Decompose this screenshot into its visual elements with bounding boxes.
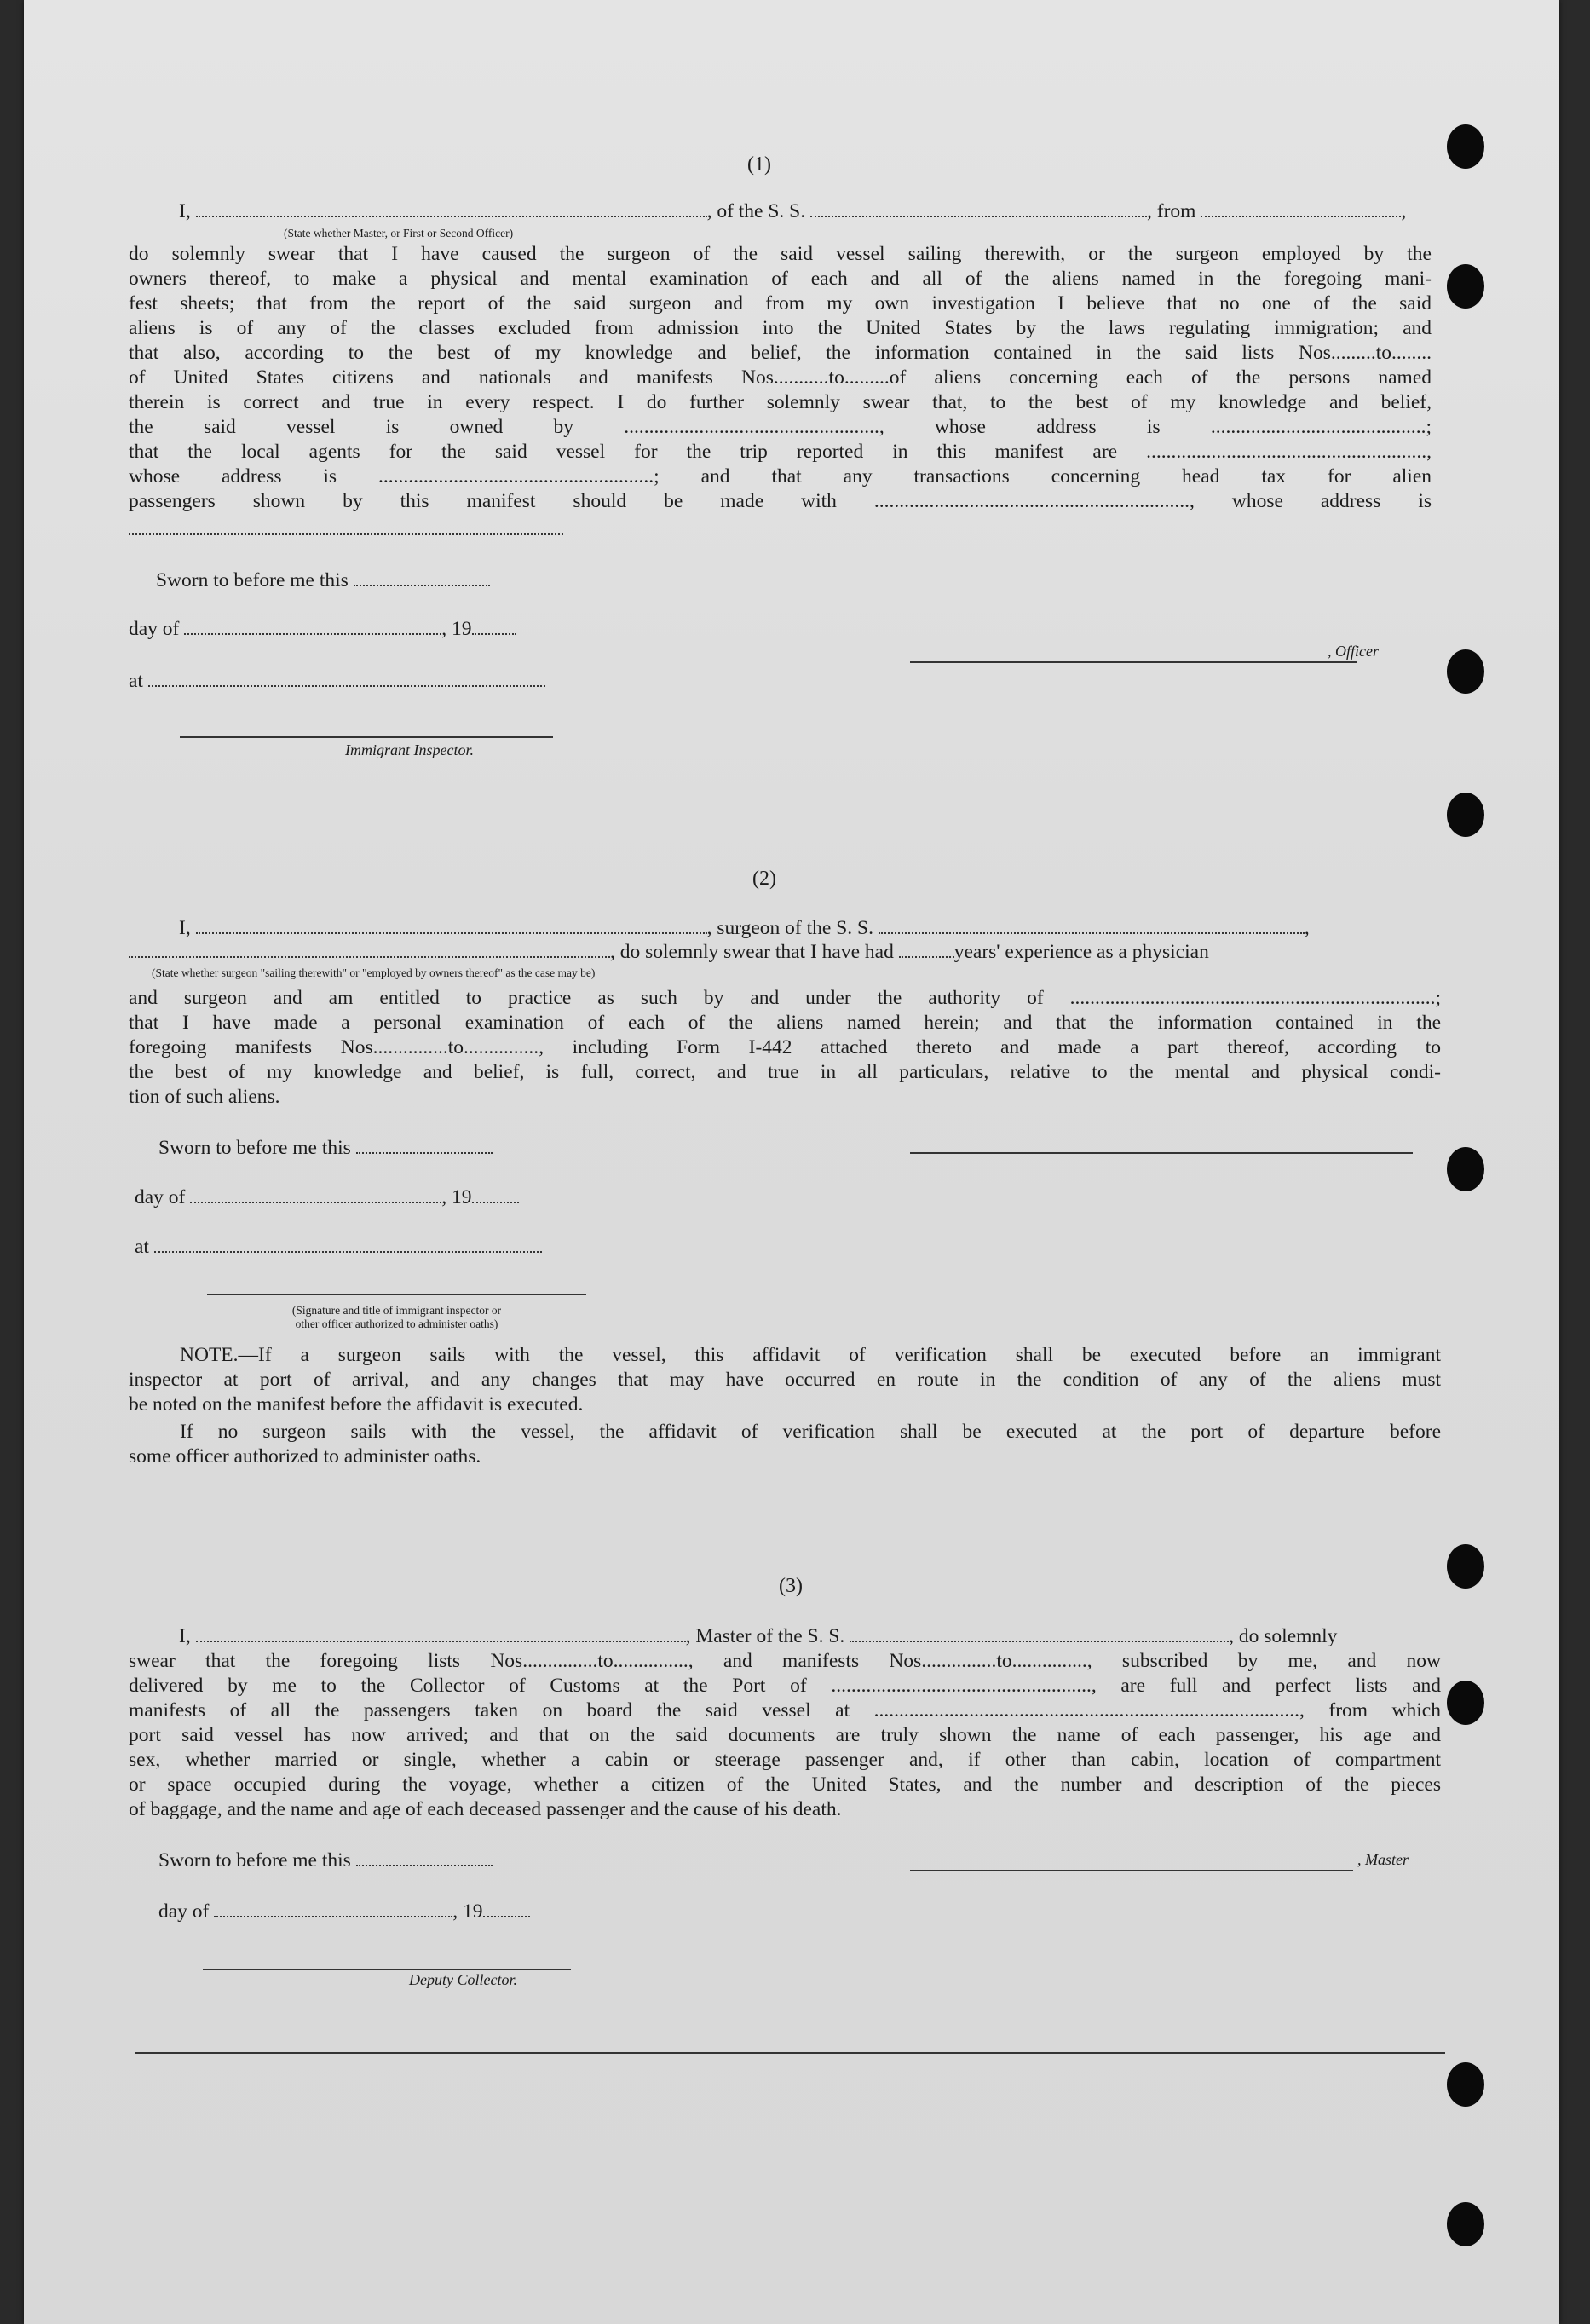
section-1-number: (1) [747,153,771,176]
punch-hole [1447,2202,1484,2246]
label-19: , 19 [452,1900,483,1923]
section-1-day-of [129,618,516,641]
section-2-para-line: and surgeon and am entitled to practice as such by and under the authority of .........................................................................; [129,987,1441,1009]
section-3-number: (3) [779,1575,803,1597]
section-1-para-line: the said vessel is owned by ..................................................., whose address is ...........................................; [129,416,1432,438]
address-line [129,533,563,535]
note-line [129,1344,1441,1367]
section-2-number: (2) [752,868,776,890]
note-label: NOTE. [180,1344,239,1366]
section-1-para-line: owners thereof, to make a physical and mental examination of each and all of the aliens named in the foregoing mani- [129,268,1432,290]
section-2-para-line: that I have made a personal examination of each of the aliens named herein; and that the information contained in the [129,1012,1441,1034]
section-3-para-line: or space occupied during the voyage, whether a citizen of the United States, and the number and description of the pieces [129,1773,1441,1796]
section-1-para-line: aliens is of any of the classes excluded from admission into the United States by the laws regulating immigration; and [129,317,1432,339]
note-line: inspector at port of arrival, and any changes that may have occurred en route in the condition of any of the aliens must [129,1369,1441,1391]
label-19: , 19 [441,1186,472,1208]
label-19: , 19 [441,618,472,640]
punch-hole [1447,1544,1484,1589]
note-2-text: If no surgeon sails with the vessel, the affidavit of verification shall be executed at the port of departure before [180,1421,1441,1443]
section-2-caption: (State whether surgeon "sailing therewith" or "employed by owners thereof" as the case may be) [152,966,596,979]
label-do-solemnly: , do solemnly [1229,1625,1338,1647]
punch-hole [1447,1681,1484,1725]
label-sworn: Sworn to before me this [158,1849,351,1871]
deputy-collector-label: Deputy Collector. [409,1971,517,1988]
section-1-para-line: passengers shown by this manifest should be made with ..............................................................., whose address is [129,490,1432,512]
label-day-of: day of [135,1186,186,1208]
label-years-experience: years' experience as a physician [953,941,1209,963]
master-label: , Master [1357,1851,1409,1868]
section-2-para-line: foregoing manifests Nos...............to..............., including Form I-442 attached thereto and made a part thereof, according to [129,1036,1441,1058]
master-signature-line [910,1870,1353,1871]
collector-signature-line [203,1969,571,1970]
bottom-rule [135,2052,1445,2054]
label-sworn: Sworn to before me this [158,1137,351,1159]
section-2-sig-caption: other officer authorized to administer oaths) [295,1318,498,1330]
section-1-line-1: I, , of the S. S. , from , [179,200,1407,222]
section-3-line-1 [179,1625,1337,1648]
section-2-line-1: I, , surgeon of the S. S. , [179,917,1310,939]
section-3-day-of [158,1900,530,1923]
immigrant-inspector-label: Immigrant Inspector. [345,741,474,758]
label-i: I, [179,200,191,222]
label-i: I, [179,1625,191,1647]
note-text: —If a surgeon sails with the vessel, this affidavit of verification shall be executed before an immigrant [238,1344,1441,1366]
note-2-line: some officer authorized to administer oaths. [129,1445,481,1468]
section-1-para-line: fest sheets; that from the report of the said surgeon and from my own investigation I believe that no one of the said [129,292,1432,314]
section-2-sig-caption: (Signature and title of immigrant inspector or [291,1304,502,1317]
section-3-para-line: swear that the foregoing lists Nos...............to..............., and manifests Nos...............to..............., subscribed by me, and now [129,1650,1441,1672]
section-2-para-line: tion of such aliens. [129,1086,280,1108]
label-i: I, [179,917,191,939]
section-1-sworn [156,569,490,592]
section-2-day-of [135,1186,519,1209]
officer-signature-line [910,661,1357,663]
section-3-para-line: manifests of all the passengers taken on board the said vessel at ....................................................................................., from which [129,1699,1441,1721]
label-of-ss: , of the S. S. [706,200,806,222]
note-2-line [129,1421,1441,1444]
inspector-signature-line [180,736,553,738]
label-day-of: day of [158,1900,210,1923]
label-from: , from [1147,200,1196,222]
section-1-para-line: whose address is .......................................................; and that any transactions concerning head tax for alien [129,465,1432,487]
section-1-para-line: that the local agents for the said vessel for the trip reported in this manifest are ........................................................, [129,441,1432,463]
section-2-signature-line-right [910,1152,1413,1154]
punch-hole [1447,2062,1484,2107]
label-surgeon-of-ss: , surgeon of the S. S. [706,917,873,939]
section-2-para-line: the best of my knowledge and belief, is full, correct, and true in all particulars, relative to the mental and physical condi- [129,1061,1441,1083]
label-do-solemnly-swear: , do solemnly swear that I have had [610,941,894,963]
punch-hole [1447,649,1484,694]
officer-label: , Officer [1328,643,1379,660]
section-2-signature-line [207,1294,586,1295]
label-at: at [135,1236,149,1258]
section-3-para-line: port said vessel has now arrived; and that on the said documents are truly shown the name of each passenger, his age and [129,1724,1441,1746]
label-master-of-ss: , Master of the S. S. [685,1625,845,1647]
punch-hole [1447,793,1484,837]
section-1-para-line: therein is correct and true in every respect. I do further solemnly swear that, to the best of my knowledge and belief, [129,391,1432,413]
section-3-para-line: delivered by me to the Collector of Customs at the Port of ...................................................., are full and perfect lists and [129,1675,1441,1697]
section-3-para-line: of baggage, and the name and age of each deceased passenger and the cause of his death. [129,1798,842,1820]
punch-hole [1447,264,1484,309]
label-day-of: day of [129,618,180,640]
section-2-line-2 [129,941,1209,964]
section-1-at [129,670,545,693]
section-1-para-line: of United States citizens and nationals and manifests Nos...........to.........of aliens concerning each of the persons named [129,366,1432,389]
section-1-para-line: do solemnly swear that I have caused the surgeon of the said vessel sailing therewith, or the surgeon employed by the [129,243,1432,265]
section-2-sworn [158,1137,493,1160]
punch-hole [1447,1147,1484,1191]
section-1-caption: (State whether Master, or First or Second Officer) [284,227,514,239]
manifest-affidavit-page [24,0,1559,2324]
section-1-para-line: that also, according to the best of my knowledge and belief, the information contained in the said lists Nos.........to........ [129,342,1432,364]
note-line: be noted on the manifest before the affidavit is executed. [129,1393,584,1416]
punch-hole [1447,124,1484,169]
label-at: at [129,670,143,692]
section-3-para-line: sex, whether married or single, whether a cabin or steerage passenger and, if other than cabin, location of compartment [129,1749,1441,1771]
label-sworn: Sworn to before me this [156,569,349,591]
section-2-at [135,1236,542,1259]
section-3-sworn [158,1849,493,1872]
